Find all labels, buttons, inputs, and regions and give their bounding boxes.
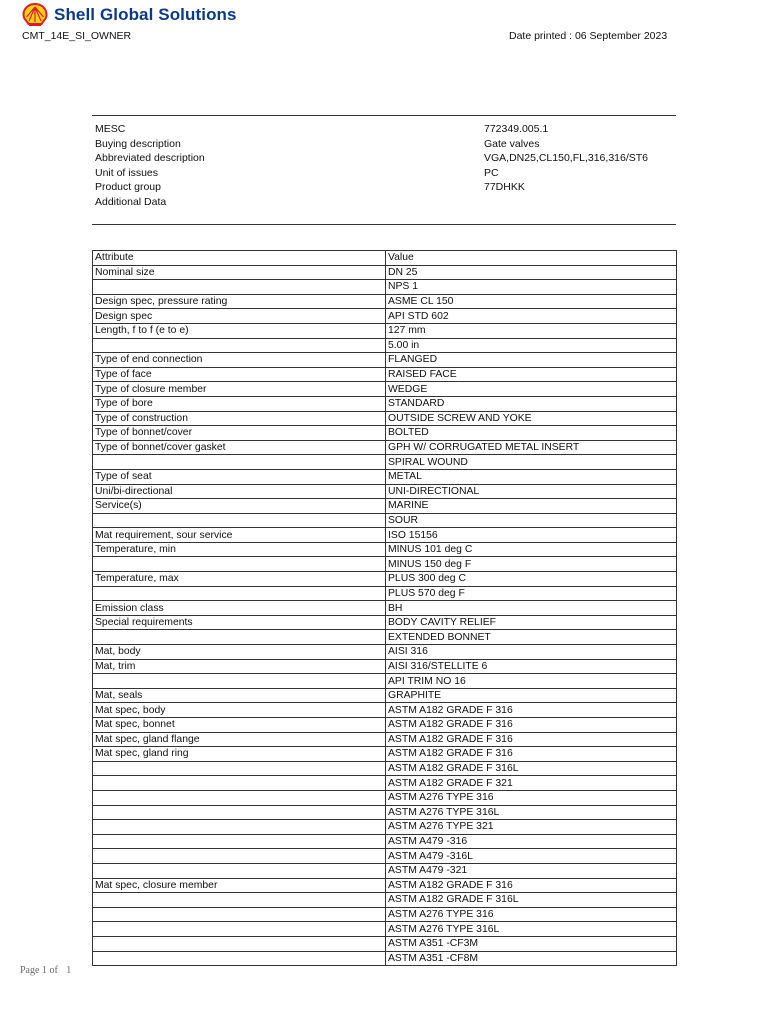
- table-row: [93, 878, 677, 893]
- column-header-value: Value: [386, 251, 677, 266]
- summary-value: Gate valves: [484, 137, 540, 150]
- table-row: [93, 688, 677, 703]
- table-row: [93, 776, 677, 791]
- value-cell: ASTM A182 GRADE F 316: [386, 732, 677, 747]
- table-row: [93, 703, 677, 718]
- divider-top: [92, 115, 676, 116]
- attribute-cell: [93, 776, 386, 791]
- value-cell: API STD 602: [386, 309, 677, 324]
- table-row: [93, 353, 677, 368]
- shell-logo-icon: [22, 3, 48, 27]
- attribute-cell: [93, 630, 386, 645]
- table-row: [93, 863, 677, 878]
- table-row: [93, 411, 677, 426]
- attribute-cell: [93, 338, 386, 353]
- table-row: [93, 440, 677, 455]
- summary-value: PC: [484, 166, 499, 179]
- value-cell: ASTM A182 GRADE F 316: [386, 878, 677, 893]
- attribute-cell: [93, 922, 386, 937]
- attribute-cell: [93, 951, 386, 966]
- attribute-cell: Design spec: [93, 309, 386, 324]
- attribute-cell: Mat, body: [93, 645, 386, 660]
- value-cell: UNI-DIRECTIONAL: [386, 484, 677, 499]
- value-cell: ASTM A276 TYPE 316L: [386, 805, 677, 820]
- summary-row: [95, 151, 655, 166]
- attribute-cell: [93, 893, 386, 908]
- table-row: [93, 718, 677, 733]
- value-cell: ASTM A479 -316: [386, 834, 677, 849]
- table-row: [93, 513, 677, 528]
- attribute-cell: Type of bonnet/cover gasket: [93, 440, 386, 455]
- table-row: [93, 601, 677, 616]
- attribute-cell: Type of seat: [93, 469, 386, 484]
- table-row: [93, 542, 677, 557]
- attribute-cell: Type of closure member: [93, 382, 386, 397]
- value-cell: ISO 15156: [386, 528, 677, 543]
- attribute-cell: Temperature, min: [93, 542, 386, 557]
- attribute-cell: Service(s): [93, 499, 386, 514]
- table-row: [93, 790, 677, 805]
- value-cell: ASTM A351 -CF8M: [386, 951, 677, 966]
- value-cell: RAISED FACE: [386, 367, 677, 382]
- table-row: [93, 820, 677, 835]
- table-row: [93, 309, 677, 324]
- value-cell: ASTM A182 GRADE F 316: [386, 747, 677, 762]
- value-cell: DN 25: [386, 265, 677, 280]
- value-cell: ASTM A182 GRADE F 316: [386, 718, 677, 733]
- table-row: [93, 645, 677, 660]
- attribute-cell: [93, 936, 386, 951]
- table-row: [93, 572, 677, 587]
- table-row: [93, 747, 677, 762]
- summary-row: [95, 137, 655, 152]
- value-cell: OUTSIDE SCREW AND YOKE: [386, 411, 677, 426]
- table-row: [93, 294, 677, 309]
- attribute-cell: Length, f to f (e to e): [93, 323, 386, 338]
- divider-bottom: [92, 224, 676, 225]
- table-row: [93, 674, 677, 689]
- value-cell: MINUS 101 deg C: [386, 542, 677, 557]
- brand-name: Shell Global Solutions: [54, 5, 237, 24]
- value-cell: ASTM A276 TYPE 316: [386, 907, 677, 922]
- summary-value: 77DHKK: [484, 181, 525, 194]
- column-header-attribute: Attribute: [93, 251, 386, 266]
- value-cell: ASTM A479 -321: [386, 863, 677, 878]
- value-cell: FLANGED: [386, 353, 677, 368]
- attribute-cell: Mat requirement, sour service: [93, 528, 386, 543]
- value-cell: ASME CL 150: [386, 294, 677, 309]
- attribute-cell: Nominal size: [93, 265, 386, 280]
- brand-header: [22, 3, 237, 27]
- attribute-cell: Type of construction: [93, 411, 386, 426]
- value-cell: SOUR: [386, 513, 677, 528]
- attribute-cell: Mat spec, bonnet: [93, 718, 386, 733]
- value-cell: ASTM A276 TYPE 316: [386, 790, 677, 805]
- table-row: [93, 323, 677, 338]
- value-cell: BODY CAVITY RELIEF: [386, 615, 677, 630]
- value-cell: PLUS 300 deg C: [386, 572, 677, 587]
- table-row: [93, 528, 677, 543]
- attribute-cell: [93, 849, 386, 864]
- attribute-table: [92, 250, 677, 966]
- summary-label: Additional Data: [95, 195, 167, 208]
- attribute-cell: Special requirements: [93, 615, 386, 630]
- attribute-cell: [93, 674, 386, 689]
- table-row: [93, 338, 677, 353]
- attribute-cell: Type of face: [93, 367, 386, 382]
- page-footer: [20, 965, 77, 976]
- table-row: [93, 499, 677, 514]
- value-cell: METAL: [386, 469, 677, 484]
- attribute-cell: Mat spec, body: [93, 703, 386, 718]
- table-row: [93, 834, 677, 849]
- attribute-cell: [93, 513, 386, 528]
- attribute-cell: Temperature, max: [93, 572, 386, 587]
- value-cell: MINUS 150 deg F: [386, 557, 677, 572]
- table-row: [93, 907, 677, 922]
- table-row: [93, 396, 677, 411]
- value-cell: ASTM A182 GRADE F 316L: [386, 761, 677, 776]
- table-row: [93, 922, 677, 937]
- value-cell: ASTM A276 TYPE 321: [386, 820, 677, 835]
- attribute-cell: [93, 907, 386, 922]
- attribute-cell: [93, 586, 386, 601]
- value-cell: API TRIM NO 16: [386, 674, 677, 689]
- attribute-cell: [93, 863, 386, 878]
- attribute-cell: Uni/bi-directional: [93, 484, 386, 499]
- value-cell: ASTM A479 -316L: [386, 849, 677, 864]
- attribute-cell: [93, 820, 386, 835]
- date-printed: Date printed : 06 September 2023: [509, 30, 668, 42]
- table-row: [93, 732, 677, 747]
- summary-row: [95, 195, 655, 210]
- table-row: [93, 484, 677, 499]
- attribute-cell: Type of bore: [93, 396, 386, 411]
- attribute-cell: Type of bonnet/cover: [93, 426, 386, 441]
- attribute-cell: Type of end connection: [93, 353, 386, 368]
- attribute-cell: Mat, seals: [93, 688, 386, 703]
- table-row: [93, 659, 677, 674]
- value-cell: 5.00 in: [386, 338, 677, 353]
- value-cell: ASTM A351 -CF3M: [386, 936, 677, 951]
- table-row: [93, 280, 677, 295]
- attribute-cell: Design spec, pressure rating: [93, 294, 386, 309]
- value-cell: BH: [386, 601, 677, 616]
- table-row: [93, 586, 677, 601]
- summary-row: [95, 166, 655, 181]
- table-row: [93, 469, 677, 484]
- attribute-cell: [93, 557, 386, 572]
- table-row: [93, 761, 677, 776]
- document-code: CMT_14E_SI_OWNER: [22, 30, 132, 42]
- value-cell: EXTENDED BONNET: [386, 630, 677, 645]
- table-row: [93, 630, 677, 645]
- value-cell: ASTM A276 TYPE 316L: [386, 922, 677, 937]
- attribute-cell: [93, 834, 386, 849]
- value-cell: SPIRAL WOUND: [386, 455, 677, 470]
- page-total: 1: [66, 965, 72, 976]
- value-cell: GPH W/ CORRUGATED METAL INSERT: [386, 440, 677, 455]
- value-cell: AISI 316: [386, 645, 677, 660]
- page-label: Page 1 of: [20, 965, 58, 976]
- attribute-cell: [93, 455, 386, 470]
- value-cell: PLUS 570 deg F: [386, 586, 677, 601]
- attribute-cell: Mat spec, closure member: [93, 878, 386, 893]
- summary-value: 772349.005.1: [484, 123, 549, 135]
- attribute-cell: [93, 761, 386, 776]
- value-cell: WEDGE: [386, 382, 677, 397]
- table-row: [93, 557, 677, 572]
- table-row: [93, 426, 677, 441]
- summary-label: Product group: [95, 181, 161, 194]
- table-row: [93, 936, 677, 951]
- value-cell: STANDARD: [386, 396, 677, 411]
- value-cell: BOLTED: [386, 426, 677, 441]
- value-cell: NPS 1: [386, 280, 677, 295]
- value-cell: ASTM A182 GRADE F 316L: [386, 893, 677, 908]
- table-row: [93, 455, 677, 470]
- value-cell: ASTM A182 GRADE F 321: [386, 776, 677, 791]
- attribute-cell: [93, 805, 386, 820]
- value-cell: MARINE: [386, 499, 677, 514]
- summary-value: VGA,DN25,CL150,FL,316,316/ST6: [484, 152, 649, 165]
- table-row: [93, 367, 677, 382]
- table-row: [93, 805, 677, 820]
- attribute-cell: [93, 790, 386, 805]
- table-row: [93, 893, 677, 908]
- table-row: [93, 951, 677, 966]
- table-row: [93, 382, 677, 397]
- attribute-cell: Mat spec, gland ring: [93, 747, 386, 762]
- summary-block: [95, 122, 655, 210]
- attribute-cell: Emission class: [93, 601, 386, 616]
- summary-label: MESC: [95, 123, 126, 135]
- table-row: [93, 615, 677, 630]
- value-cell: ASTM A182 GRADE F 316: [386, 703, 677, 718]
- attribute-cell: [93, 280, 386, 295]
- summary-row: [95, 180, 655, 195]
- table-row: [93, 265, 677, 280]
- value-cell: AISI 316/STELLITE 6: [386, 659, 677, 674]
- attribute-cell: Mat, trim: [93, 659, 386, 674]
- summary-label: Buying description: [95, 137, 181, 150]
- value-cell: GRAPHITE: [386, 688, 677, 703]
- summary-row: [95, 122, 655, 137]
- summary-label: Abbreviated description: [95, 152, 205, 165]
- table-row: [93, 849, 677, 864]
- attribute-cell: Mat spec, gland flange: [93, 732, 386, 747]
- table-header-row: [93, 251, 677, 266]
- value-cell: 127 mm: [386, 323, 677, 338]
- summary-label: Unit of issues: [95, 166, 159, 179]
